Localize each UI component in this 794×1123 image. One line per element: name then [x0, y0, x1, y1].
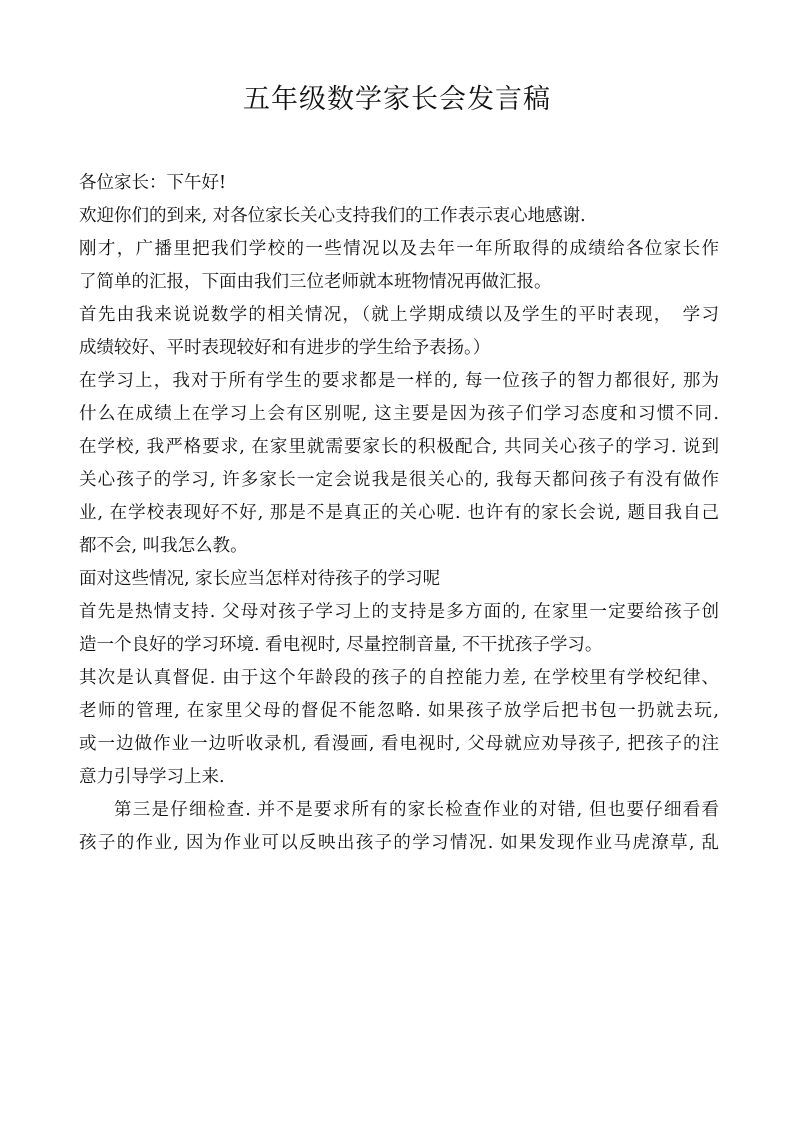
text-line: 业, 在学校表现好不好, 那是不是真正的关心呢. 也许有的家长会说, 题目我自己 [79, 503, 719, 523]
text-line: 孩子的作业, 因为作业可以反映出孩子的学习情况. 如果发现作业马虎潦草, 乱 [79, 833, 719, 853]
text-line: 了简单的汇报，下面由我们三位老师就本班物情况再做汇报。 [79, 272, 552, 292]
text-line: 面对这些情况, 家长应当怎样对待孩子的学习呢 [79, 569, 441, 589]
text-line: 造一个良好的学习环境. 看电视时, 尽量控制音量, 不干扰孩子学习。 [79, 635, 603, 655]
text-line: 成绩较好、平时表现较好和有进步的学生给予表扬。） [79, 338, 491, 358]
document-body [79, 167, 719, 860]
text-line: 各位家长：下午好! [79, 173, 227, 193]
text-line: 在学校, 我严格要求, 在家里就需要家长的积极配合, 共同关心孩子的学习. 说到 [79, 437, 719, 457]
text-line: 其次是认真督促. 由于这个年龄段的孩子的自控能力差, 在学校里有学校纪律、 [79, 668, 719, 688]
text-line: 意力引导学习上来. [79, 767, 225, 787]
text-line: 什么在成绩上在学习上会有区别呢, 这主要是因为孩子们学习态度和习惯不同. [79, 404, 719, 424]
text-line: 第三是仔细检查. 并不是要求所有的家长检查作业的对错, 但也要仔细看看 [114, 800, 719, 820]
text-line: 在学习上，我对于所有学生的要求都是一样的, 每一位孩子的智力都很好, 那为 [79, 371, 719, 391]
text-line: 首先由我来说说数学的相关情况，（就上学期成绩以及学生的平时表现， 学习 [79, 305, 719, 325]
text-line: 刚才，广播里把我们学校的一些情况以及去年一年所取得的成绩给各位家长作 [79, 239, 719, 259]
document-title: 五年级数学家长会发言稿 [243, 84, 551, 115]
text-line: 老师的管理, 在家里父母的督促不能忽略. 如果孩子放学后把书包一扔就去玩, [79, 701, 719, 721]
text-line: 关心孩子的学习, 许多家长一定会说我是很关心的, 我每天都问孩子有没有做作 [79, 470, 719, 490]
text-line: 都不会, 叫我怎么教。 [79, 536, 248, 556]
text-line: 首先是热情支持. 父母对孩子学习上的支持是多方面的, 在家里一定要给孩子创 [79, 602, 719, 622]
text-line: 欢迎你们的到来, 对各位家长关心支持我们的工作表示衷心地感谢. [79, 206, 586, 226]
text-line: 或一边做作业一边听收录机, 看漫画, 看电视时, 父母就应劝导孩子, 把孩子的注 [79, 734, 719, 754]
